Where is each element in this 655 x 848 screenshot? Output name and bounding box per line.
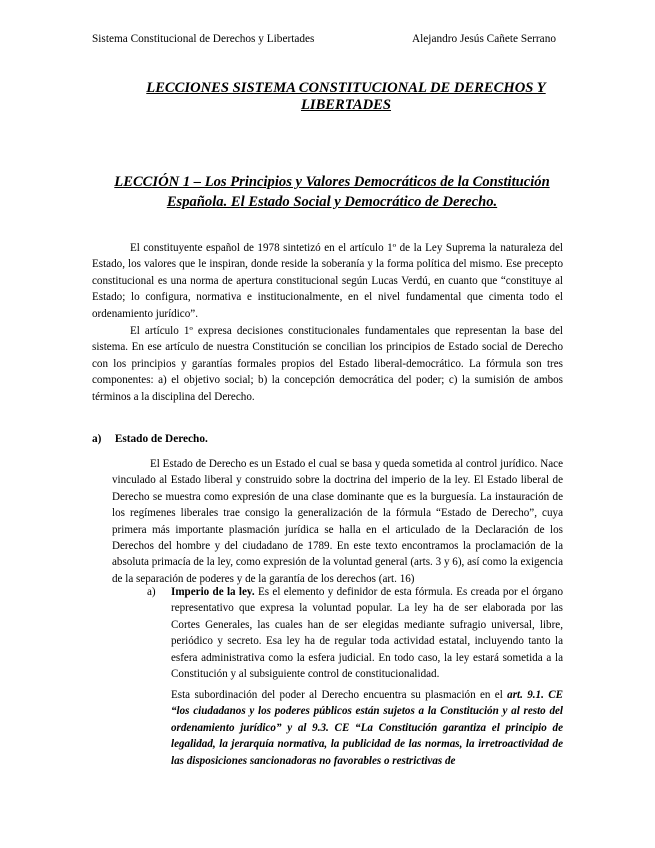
subsection-marker: a) (147, 586, 156, 598)
intro-paragraph-1: El constituyente español de 1978 sintetizó en el artículo 1º de la Ley Suprema la naturaleza del Estado, los valores que le inspiran, donde reside la soberanía y la forma política del mismo. Ese precepto constitucional es una norma de apertura constitucional según Lucas Verdú, en cuanto que “constituye al Estado; lo configura, normativa e institucionalmente, en el nivel fundamental que cimenta todo el ordenamiento jurídico”. (92, 242, 563, 320)
section-heading (92, 432, 208, 446)
subsection-paragraph-2 (171, 687, 563, 769)
section-paragraph: El Estado de Derecho es un Estado el cual se basa y queda sometida al control jurídico. Nace vinculado al Estado liberal y construido sobre la doctrina del imperio de la ley. El Estado liberal de Derecho se muestra como expresión de una clase dominante que es la burguesía. La instauración de los regímenes liberales trae consigo la generalización de la fórmula “Estado de Derecho”, cuya primera más importante plasmación jurídica se halla en el articulado de la Declaración de los Derechos del hombre y del ciudadano de 1789. En este texto encontramos la proclamación de la absoluta primacía de la ley, como expresión de la voluntad general (arts. 3 y 6), así como la exigencia de la separación de poderes y de la garantía de los derechos (art. 16) (112, 458, 563, 585)
running-header-left: Sistema Constitucional de Derechos y Libertades (92, 33, 315, 45)
lesson-title: LECCIÓN 1 – Los Principios y Valores Democráticos de la Constitución Española. El Estado Social y Democrático de Derecho. (114, 174, 550, 210)
running-header-right: Alejandro Jesús Cañete Serrano (412, 33, 556, 45)
intro-paragraph-2: El artículo 1º expresa decisiones constitucionales fundamentales que representan la base del sistema. En ese artículo de nuestra Constitución se concilian los principios de Estado social de Derecho con los principios y garantías formales propios del Estado liberal-democrático. La fórmula son tres componentes: a) el objetivo social; b) la concepción democrática del poder; c) la sumisión de ambos términos a la disciplina del Derecho. (92, 325, 563, 403)
subsection-paragraph-1 (171, 584, 563, 682)
constitution-quote: art. 9.1. CE “los ciudadanos y los poderes públicos están sujetos a la Constitución y al resto del ordenamiento jurídico” y al 9.3. CE “La Constitución garantiza el principio de legalidad, la jerarquía normativa, la publicidad de las normas, la irretroactividad de las disposiciones sancionadoras no favorables o restrictivas de (171, 689, 563, 767)
section-heading-text: Estado de Derecho. (114, 433, 208, 445)
subsection-heading: Imperio de la ley. (171, 586, 255, 598)
document-title: LECCIONES SISTEMA CONSTITUCIONAL DE DERECHOS Y LIBERTADES (146, 80, 546, 113)
subsection-body: Es el elemento y definidor de esta fórmula. Es creada por el órgano representativo que expresa la voluntad popular. La ley ha de ser elaborada por las Cortes Generales, las cuales han de ser elegidas mediante sufragio universal, libre, periódico y secreto. Esa ley ha de regular toda actividad estatal, incluyendo tanto la esfera administrativa como la esfera judicial. En todo caso, la ley estará sometida a la Constitución y al subsiguiente control de constitucionalidad. (171, 586, 563, 681)
section-marker: a) (92, 433, 102, 445)
subsection-lead-text: Esta subordinación del poder al Derecho encuentra su plasmación en el (171, 689, 508, 701)
